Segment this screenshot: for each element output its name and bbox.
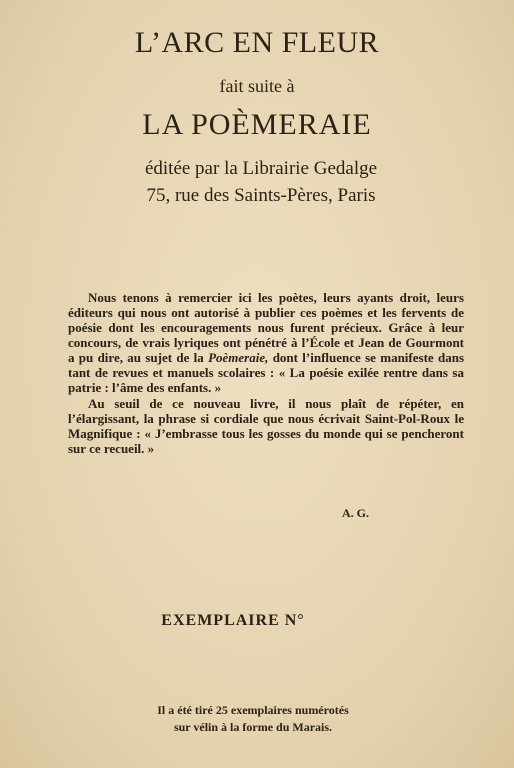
paragraph-1-start: Nous tenons à remercier ici les poètes, leurs ayants droit, leurs éditeurs qui nous ont autorisé à publier ces poèmes et les fervents de poésie dont les encouragements nous furent précieux. Grâce à leur concours, de vrais lyriques ont pénétré à l’École et Jean de Gourmont a pu dire, au sujet de la [68,290,464,365]
series-title: LA POÈMERAIE [142,108,372,141]
page-title: L’ARC EN FLEUR [134,26,380,59]
paragraph-2: Au seuil de ce nouveau livre, il nous plaît de répéter, en l’élargissant, la phrase si cordiale que nous écrivait Saint-Pol-Roux le Magnifique : « J’embrasse tous les gosses du monde qui se pencheront sur ce recueil. » [68,396,464,456]
tirage-line-2: sur vélin à la forme du Marais. [173,720,333,734]
paragraph-1 [68,290,464,395]
signature: A. G. [342,506,369,520]
paragraph-1-emphasis: Poèmeraie, [208,350,269,365]
paragraph-1-end: dont l’influence se manifeste dans tant de revues et manuels scolaires : « La poésie exilée rentre dans sa patrie : l’âme des enfants. » [68,350,464,395]
subtitle: fait suite à [219,76,295,96]
exemplaire-label: EXEMPLAIRE N° [161,612,305,629]
publisher-line: éditée par la Librairie Gedalge [144,158,378,179]
publisher-address: 75, rue des Saints-Pères, Paris [146,185,376,206]
tirage-line-1: Il a été tiré 25 exemplaires numérotés [157,703,349,717]
acknowledgement-text [68,290,464,456]
